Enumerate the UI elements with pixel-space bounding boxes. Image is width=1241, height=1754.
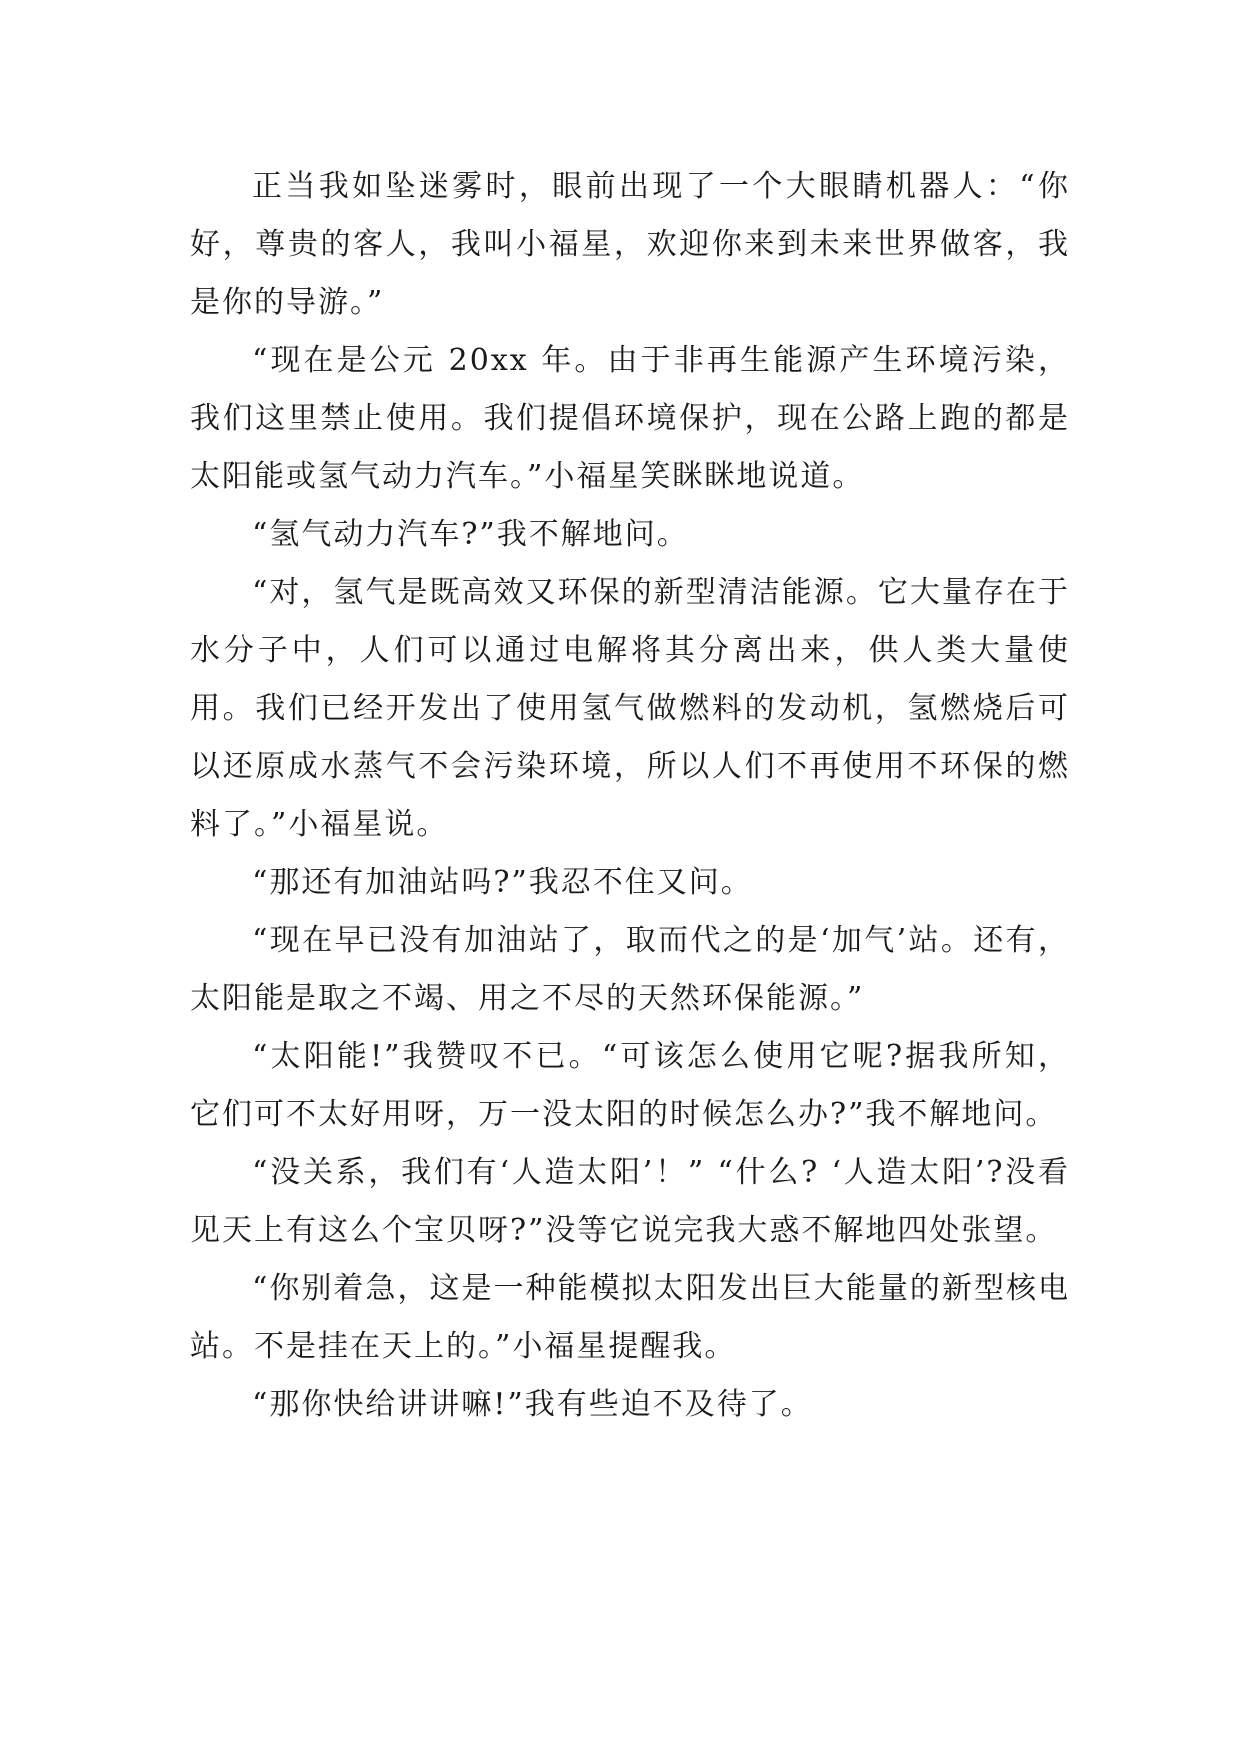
paragraph: “没关系，我们有‘人造太阳’！” “什么? ‘人造太阳’?没看见天上有这么个宝贝呀?”没等它说完我大惑不解地四处张望。 [190,1155,1070,1248]
paragraph: “对，氢气是既高效又环保的新型清洁能源。它大量存在于水分子中，人们可以通过电解将其分离出来，供人类大量使用。我们已经开发出了使用氢气做燃料的发动机，氢燃烧后可以还原成水蒸气不会污染环境，所以人们不再使用不环保的燃料了。”小福星说。 [190,575,1070,842]
paragraph: “现在是公元 20xx 年。由于非再生能源产生环境污染，我们这里禁止使用。我们提倡环境保护，现在公路上跑的都是太阳能或氢气动力汽车。”小福星笑眯眯地说道。 [190,343,1070,494]
document-body [190,158,1070,1434]
paragraph: “现在早已没有加油站了，取而代之的是‘加气’站。还有，太阳能是取之不竭、用之不尽的天然环保能源。” [190,923,1070,1016]
paragraph: “太阳能!”我赞叹不已。“可该怎么使用它呢?据我所知，它们可不太好用呀，万一没太阳的时候怎么办?”我不解地问。 [190,1039,1070,1132]
paragraph: “那你快给讲讲嘛!”我有些迫不及待了。 [252,1387,813,1422]
paragraph: “你别着急，这是一种能模拟太阳发出巨大能量的新型核电站。不是挂在天上的。”小福星提醒我。 [190,1271,1070,1364]
paragraph: 正当我如坠迷雾时，眼前出现了一个大眼睛机器人：“你好，尊贵的客人，我叫小福星，欢迎你来到未来世界做客，我是你的导游。” [190,169,1070,320]
paragraph: “那还有加油站吗?”我忍不住又问。 [252,865,753,900]
paragraph: “氢气动力汽车?”我不解地问。 [252,517,689,552]
